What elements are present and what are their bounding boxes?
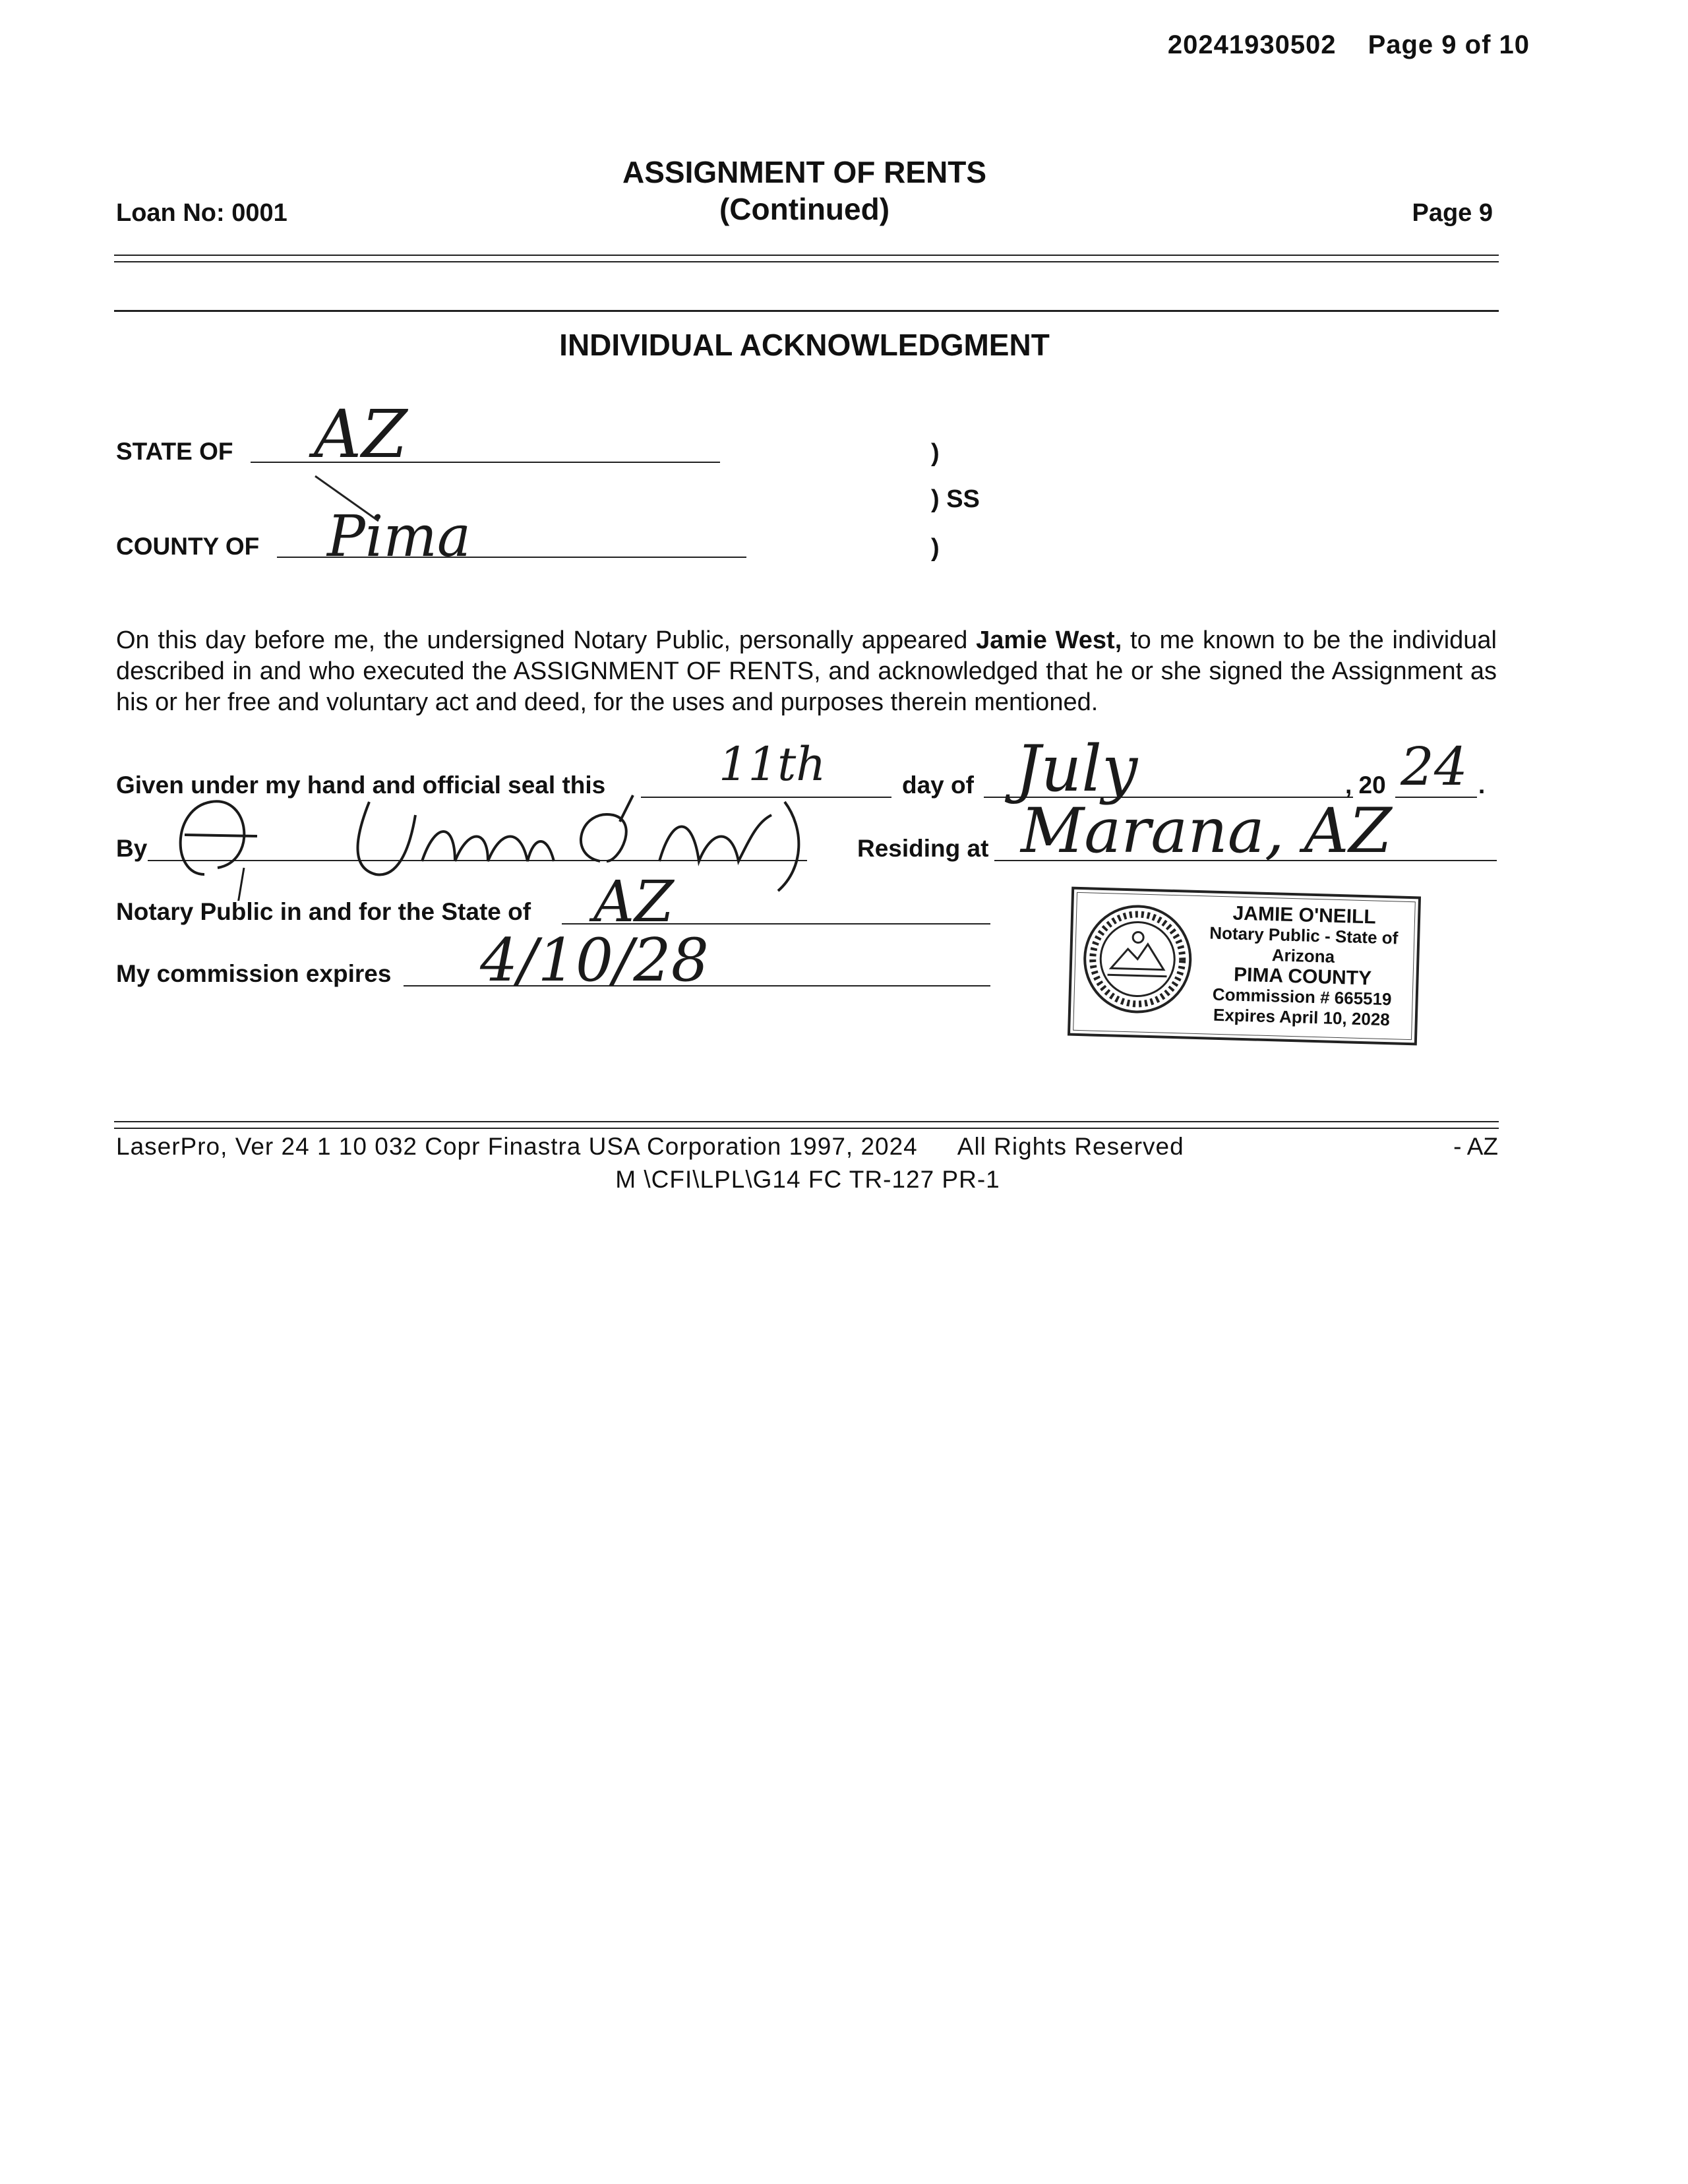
county-of-label: COUNTY OF xyxy=(116,533,260,560)
header-rule-bottom xyxy=(114,261,1499,262)
footer-rights: All Rights Reserved xyxy=(957,1133,1184,1160)
footer-software: LaserPro, Ver 24 1 10 032 Copr Finastra USA Corporation 1997, 2024 xyxy=(116,1133,918,1160)
handwritten-residing: Marana, AZ xyxy=(1021,795,1392,867)
footer-rule-top xyxy=(114,1121,1499,1122)
residing-at-label: Residing at xyxy=(857,835,989,862)
footer-rule-bottom xyxy=(114,1128,1499,1129)
header-rule-top xyxy=(114,255,1499,256)
pen-stroke-icon xyxy=(310,472,389,525)
stamp-title: Notary Public - State of Arizona xyxy=(1209,923,1399,967)
by-label: By xyxy=(116,835,148,862)
handwritten-year: 24 xyxy=(1401,736,1468,797)
page-of-count: Page 9 of 10 xyxy=(1368,30,1530,59)
stamp-commission: Commission # 665519 xyxy=(1212,984,1392,1010)
year-prefix: , 20 xyxy=(1345,772,1386,799)
footer-state: - AZ xyxy=(1453,1133,1498,1160)
paren-1: ) xyxy=(931,439,940,467)
page-label: Page 9 xyxy=(1412,199,1493,227)
stamp-name: JAMIE O'NEILL xyxy=(1232,902,1377,928)
document-subtitle: (Continued) xyxy=(719,192,890,226)
paragraph-body: to me known to be the individual described in and who executed the ASSIGNMENT OF RENTS, and acknowledged that he or she signed the Assignment as his or her free and voluntary act and deed, for the uses and purposes therein mentioned. xyxy=(116,626,1497,716)
footer-line-1 xyxy=(116,1133,1184,1161)
stamp-expiration: Expires April 10, 2028 xyxy=(1213,1004,1391,1030)
year-suffix: . xyxy=(1478,772,1486,799)
handwritten-day: 11th xyxy=(719,737,826,791)
acknowledgment-paragraph xyxy=(116,625,1497,718)
commission-expires-label: My commission expires xyxy=(116,960,392,987)
paren-ss: ) SS xyxy=(931,485,980,513)
paragraph-intro: On this day before me, the undersigned Notary Public, personally appeared xyxy=(116,626,977,654)
notary-signature-icon xyxy=(158,775,837,901)
loan-number: Loan No: 0001 xyxy=(116,199,287,227)
given-under-label: Given under my hand and official seal this xyxy=(116,772,606,799)
state-seal-icon xyxy=(1080,901,1195,1017)
stamp-county: PIMA COUNTY xyxy=(1233,963,1372,990)
day-of-label: day of xyxy=(902,772,974,799)
section-rule xyxy=(114,310,1499,312)
notary-stamp xyxy=(1068,887,1421,1046)
handwritten-state: AZ xyxy=(314,396,407,473)
handwritten-expires: 4/10/28 xyxy=(480,926,709,995)
acknowledgment-heading: INDIVIDUAL ACKNOWLEDGMENT xyxy=(559,328,1050,362)
notary-public-label: Notary Public in and for the State of xyxy=(116,898,531,925)
handwritten-notary-state: AZ xyxy=(593,869,674,935)
handwritten-month: July xyxy=(1015,732,1138,806)
state-of-label: STATE OF xyxy=(116,438,233,465)
stamp-text xyxy=(1189,902,1416,1031)
person-name: Jamie West, xyxy=(976,626,1122,654)
document-title: ASSIGNMENT OF RENTS xyxy=(622,155,987,189)
document-header xyxy=(1136,30,1530,60)
paren-3: ) xyxy=(931,534,940,562)
document-number: 20241930502 xyxy=(1167,30,1337,59)
handwritten-county: Pima xyxy=(327,504,471,570)
footer-path: M \CFI\LPL\G14 FC TR-127 PR-1 xyxy=(615,1166,1000,1193)
